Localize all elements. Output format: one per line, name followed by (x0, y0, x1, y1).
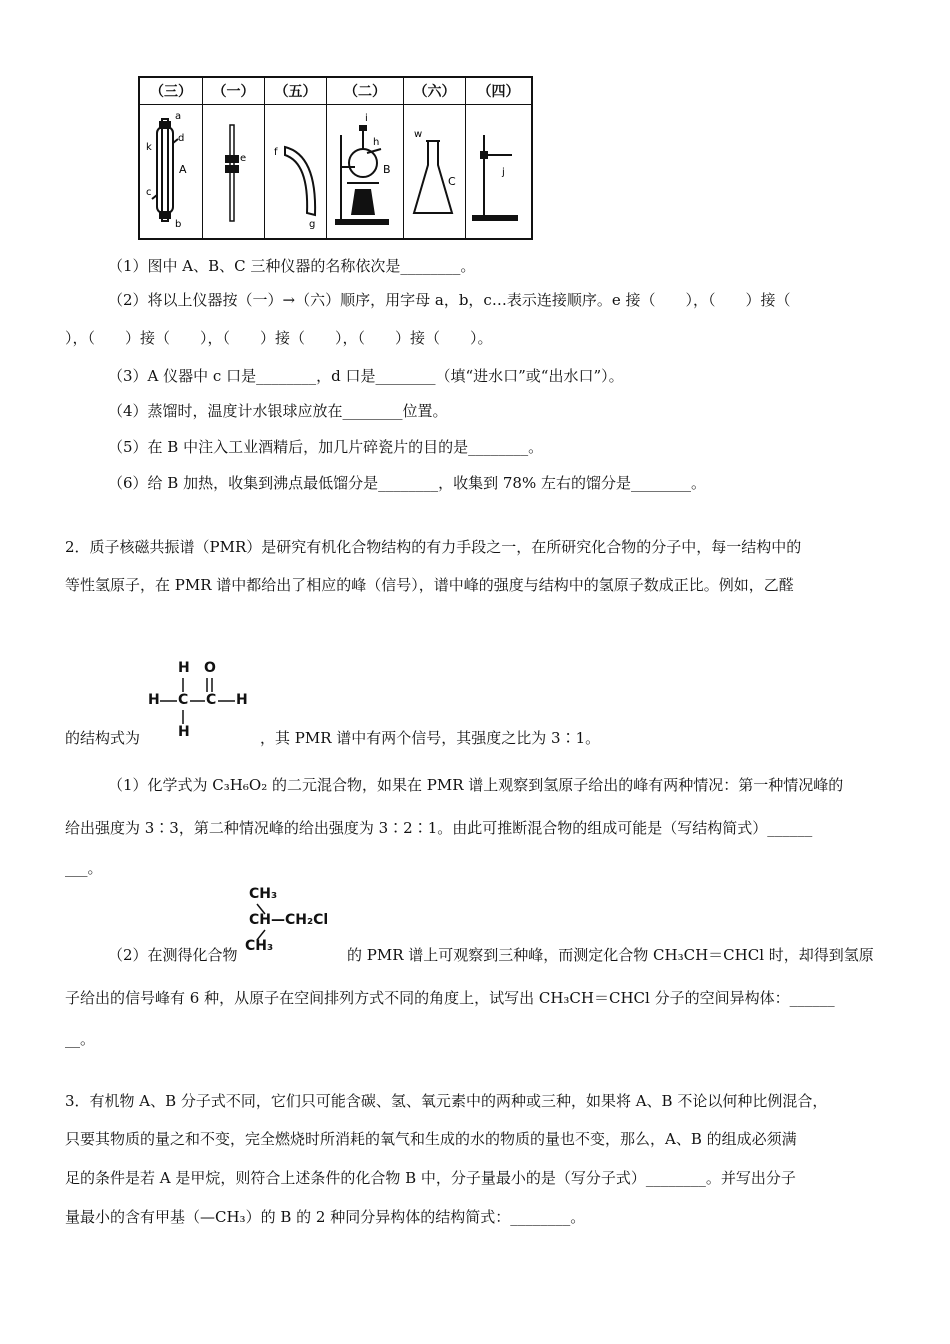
group-ch3-top: CH₃ (249, 886, 278, 902)
label-C: C (448, 175, 456, 188)
q2-struct-caption-pre: 的结构式为 (65, 729, 141, 747)
label-j: j (502, 167, 505, 178)
thermometer-drawing (203, 105, 264, 234)
q2-paragraph: 2．质子核磁共振谱（PMR）是研究有机化合物结构的有力手段之一，在所研究化合物的分子中，每一结构中的 (65, 538, 802, 556)
condenser-cell (139, 105, 203, 240)
label-e: e (240, 153, 247, 164)
atom-c2: C (206, 692, 217, 708)
col-header: （二） (327, 77, 404, 105)
q2-item1: （1）化学式为 C₃H₆O₂ 的二元混合物，如果在 PMR 谱上观察到氢原子给出的峰有两种情况：第一种情况峰的 (108, 776, 844, 794)
atom-h-right: H (236, 692, 248, 708)
bent-tube-cell (265, 105, 327, 240)
erlenmeyer-flask-drawing (404, 105, 465, 234)
label-g: g (309, 219, 316, 230)
q2-item2-cont: 子给出的信号峰有 6 种，从原子在空间排列方式不同的角度上，试写出 CH₃CH＝CHCl 分子的空间异构体：______ (65, 989, 835, 1007)
col-header: （三） (139, 77, 203, 105)
q2-item2-end: __。 (65, 1030, 96, 1048)
apparatus-table (138, 76, 533, 240)
acetaldehyde-structure (148, 660, 258, 740)
label-d: d (178, 133, 185, 144)
q2-struct-caption-post: ，其 PMR 谱中有两个信号，其强度之比为 3∶1。 (260, 729, 601, 747)
erlenmeyer-cell (404, 105, 466, 240)
q2-item1-end: ___。 (65, 859, 103, 877)
label-w: w (414, 129, 423, 140)
col-header: （六） (404, 77, 466, 105)
chloro-compound-structure (245, 886, 355, 956)
label-b: b (175, 219, 182, 230)
q1-item6: （6）给 B 加热，收集到沸点最低馏分是________，收集到 78% 左右的馏分是________。 (108, 474, 706, 492)
q1-item2: （2）将以上仪器按（一）→（六）顺序，用字母 a，b，c…表示连接顺序。e 接（ ），（ ）接（ (108, 291, 791, 309)
q2-item1-cont: 给出强度为 3∶3，第二种情况峰的给出强度为 3∶2∶1。由此可推断混合物的组成可能是（写结构简式）______ (65, 819, 813, 837)
q1-item3: （3）A 仪器中 c 口是________，d 口是________（填“进水口”或“出水口”）。 (108, 367, 624, 385)
col-header: （一） (203, 77, 265, 105)
label-f: f (274, 147, 278, 158)
atom-o: O (204, 660, 216, 676)
q2-item2: （2）在测得化合物 (108, 946, 238, 964)
bent-adapter-drawing (265, 105, 326, 234)
iron-stand-cell (466, 105, 533, 240)
q3-paragraph-3: 足的条件是若 A 是甲烷，则符合上述条件的化合物 B 中，分子量最小的是（写分子式）________。并写出分子 (65, 1169, 796, 1187)
q2-paragraph-cont: 等性氢原子，在 PMR 谱中都给出了相应的峰（信号），谱中峰的强度与结构中的氢原子数成正比。例如，乙醛 (65, 576, 794, 594)
atom-h-bottom: H (178, 724, 190, 740)
atom-c1: C (178, 692, 189, 708)
label-a: a (175, 111, 182, 122)
adapter-cell (203, 105, 265, 240)
acetaldehyde-bonds (148, 660, 258, 740)
flask-cell (327, 105, 404, 240)
label-c: c (146, 187, 152, 198)
condenser-drawing (140, 105, 202, 234)
atom-h-left: H (148, 692, 160, 708)
atom-h-top: H (178, 660, 190, 676)
q3-paragraph: 3．有机物 A、B 分子式不同，它们只可能含碳、氢、氧元素中的两种或三种，如果将 A、B 不论以何种比例混合， (65, 1092, 828, 1110)
distillation-flask-drawing (327, 105, 403, 234)
col-header: （四） (466, 77, 533, 105)
label-i: i (365, 113, 368, 124)
q3-paragraph-2: 只要其物质的量之和不变，完全燃烧时所消耗的氧气和生成的水的物质的量也不变，那么，A、B 的组成必须满 (65, 1130, 797, 1148)
q1-item5: （5）在 B 中注入工业酒精后，加几片碎瓷片的目的是________。 (108, 438, 544, 456)
group-ch3-bottom: CH₃ (245, 938, 274, 954)
chloro-bonds (245, 886, 285, 956)
label-k: k (146, 142, 152, 153)
group-main-chain: CH—CH₂Cl (249, 912, 329, 928)
q1-item2-cont: ），（ ）接（ ），（ ）接（ ），（ ）接（ ）。 (65, 329, 493, 347)
q2-item2-post: 的 PMR 谱上可观察到三种峰，而测定化合物 CH₃CH＝CHCl 时，却得到氢原 (347, 946, 874, 964)
label-h: h (373, 137, 380, 148)
q3-paragraph-4: 量最小的含有甲基（—CH₃）的 B 的 2 种同分异构体的结构简式：________。 (65, 1208, 586, 1226)
iron-stand-drawing (466, 105, 531, 234)
q1-item4: （4）蒸馏时，温度计水银球应放在________位置。 (108, 402, 448, 420)
col-header: （五） (265, 77, 327, 105)
label-A: A (179, 163, 187, 176)
q1-item1: （1）图中 A、B、C 三种仪器的名称依次是________。 (108, 257, 476, 275)
label-B: B (383, 163, 391, 176)
